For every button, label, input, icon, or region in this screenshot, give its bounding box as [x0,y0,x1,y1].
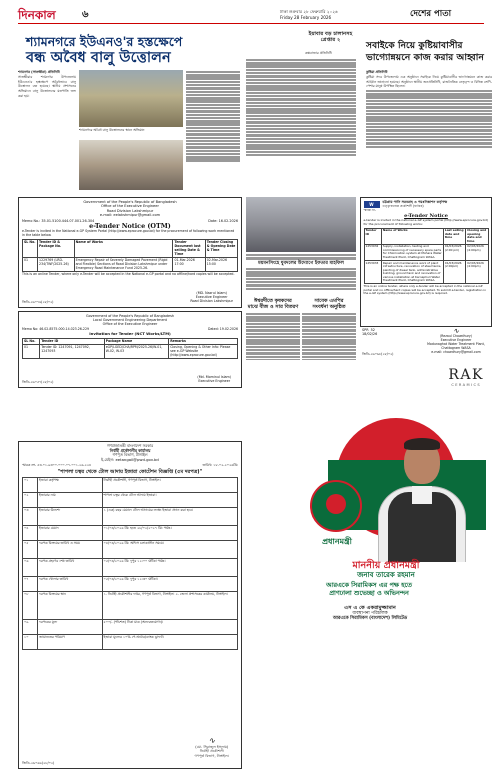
pwd-cell-sl: ০৬ [23,558,38,576]
pwd-cell-value: ০৫/০৩/২০২৬ খ্রি: দুপুর ১২:০০ ঘটিকা পর্যন্ত। [102,558,237,576]
wasa-footer-code: জিডি-২৬০৬৮(২৮/০২) [362,352,394,356]
mid-notice-3-headline [302,299,356,311]
lged-cell-sl: 01 [23,345,40,359]
left-story-column-2 [186,70,240,194]
mid-photo-1-caption [246,253,356,261]
ad-sender-title: ব্যবস্থাপনা পরিচালক [352,611,388,617]
table-row [23,258,238,272]
mid-notice-1-headline: ময়মনসিংহে যুবদলের উদ্যোগে ইফতার মাহফিল [258,261,344,266]
pwd-cell-value: ৫০০/- (পাঁচশত) টাকা মাত্র (অফেরতযোগ্য)। [102,619,237,634]
ad-message-line1: আরএকে সিরামিকস এর পক্ষ হতে [326,581,412,589]
wasa-dept: তত্ত্বাবধায়ক প্রকৌশলী (যান্ত্রিক) [382,204,424,209]
mid-notice-2-line1: ঈশ্বরদীতে কৃষকদের [254,298,292,304]
table-row [23,540,238,558]
table-row [23,477,238,492]
wasa-cell: 01/03/2026 (2:00pm) [443,261,465,284]
otm-signer-office: Road Division Lakshmipur [190,299,233,303]
pwd-cell-sl: ০৫ [23,540,38,558]
wasa-cell: Repair and maintenance work of plant infrastructure, renovation of steel tanks, painting of diesel tank, administrative building, ground tank and renovation of various installation at Karnaphuli Water Treatment Plant, Chattogram WASA. [381,261,443,284]
mid-story-text [246,58,356,193]
pwd-cell-label: দরপত্র বিক্রয়ের তারিখ ও সময় [38,540,103,558]
ad-message-line2: প্রাণঢালা শুভেচ্ছা ও অভিনন্দন [329,588,409,597]
pwd-cell-value: ০৫/০৩/২০২৬ খ্রি: দুপুর ১২:৩০ ঘটিকা। [102,576,237,591]
rak-brand-sub: CERAMICS [451,383,482,387]
pwd-signer-name: (মো. সিরাজুল ইসলাম) [195,744,229,749]
otm-gov-line1: Government of the People's Republic of Bangladesh [83,200,177,204]
otm-cell-tender-id: 1229769 (LRD-234/TWF/2025-26) [38,258,75,272]
pwd-gov-line3: গণপূর্ত বিভাগ, টাঙ্গাইল [112,452,148,458]
otm-header-tender-id: Tender ID & Package No. [38,240,75,258]
wasa-title: e-Tender Notice [404,213,448,220]
pwd-signature [195,737,229,758]
wasa-header-selling: Last selling date and time [443,228,465,244]
pwd-cell-sl: ০৮ [23,591,38,619]
ad-sender [270,606,470,622]
wasa-table [364,228,489,285]
wasa-spr-number: 52 [370,328,375,332]
lged-signer-name: (Md. Mominul Islam) [197,375,231,379]
left-headline-line1: শ্যামনগরে ইউএনও'র হস্তক্ষেপে [26,34,183,49]
table-row [23,634,238,649]
pwd-cell-value: ১ (এক) বছর মেয়াদে টোল আদায়ের লক্ষ্যে ইজারা প্রদান করা হবে। [102,507,237,525]
pm-emblem-label: প্রধানমন্ত্রী [322,536,352,546]
table-row [23,576,238,591]
lged-header-sl: SL No. [23,339,40,345]
pwd-email: ই-মেইল: eetangail@pwd.gov.bd [101,456,159,462]
wasa-memo: স্মারক নং- [363,208,376,213]
otm-gov-line3: Road Division Lakshmipur [106,208,154,213]
date-english: Friday 28 February 2026 [280,15,332,20]
otm-signer-name: (MD. Nazrul Islam) [196,291,227,295]
mid-notice-3-line2: সংবর্ধনা অনুষ্ঠিত [312,303,346,310]
wasa-signer-office: Modunaghat Water Treatment Plant, Chattogram WASA [427,341,485,350]
portrait-collar [412,486,432,504]
table-row [23,345,238,359]
otm-date: Date: 16.02.2026 [208,218,238,223]
wasa-org: চট্টগ্রাম পানি সরবরাহ ও পয়ঃনিষ্কাশন কর্তৃপক্ষ [382,200,448,204]
date-bangla: ঢাকা শুক্রবার ২৮ ফেব্রুয়ারি ২০২৬ [280,9,338,14]
pwd-title: "শাপলা চত্বর থেকে টোল আদায় ইজারা কোটেশন বিজ্ঞপ্তি (৫ম দরপত্র)" [57,468,203,475]
table-row [23,507,238,525]
pwd-cell-label: দরপত্র খোলার তারিখ [38,576,103,591]
wasa-spr-date: 18/02/26 [362,332,378,337]
wasa-note: This is an online tender, where only e-tender will be accepted in the national e-GP portal and no offline/hard copies will be accepted. To submit e-tender, registration in the e-GP system (http://www.eprocure.gov.bd) is required. [363,284,487,296]
left-story-body [18,70,76,194]
lged-signature [197,375,231,383]
mid-notice-2-headline [246,299,300,311]
signature-scribble: ∿ [453,327,459,335]
pwd-gov-line2: নির্বাহী প্রকৌশলীর কার্যালয় [109,447,151,453]
ad-greeting-line1: মাননীয় প্রধানমন্ত্রী [352,560,420,571]
right-headline-line1: সবাইকে নিয়ে কুষ্টিয়াবাসীর [366,40,463,51]
left-story-photo-2 [79,140,183,190]
pwd-signer-title: নির্বাহী প্রকৌশলী [199,749,224,754]
lged-gov-line3: Office of the Executive Engineer [102,322,158,327]
pwd-cell-label: ইজারার নাম [38,492,103,507]
otm-cell-selling: 01-Mar-2026 17:00 [173,258,205,272]
lged-footer-code: জিডি-২৬০৫৭(২৮/০২) [22,379,54,384]
wasa-signer-title: Executive Engineer [440,337,472,342]
rak-greeting-ad [246,360,492,605]
left-story-photo-caption: শ্যামনগরে অবৈধ বালু উত্তোলনের স্থানে অভিযান [79,128,145,132]
wasa-header-works: Name of Works [381,228,443,244]
table-row [23,525,238,540]
wasa-cell: 1253033 [364,261,381,284]
lged-tender-notice [18,311,242,388]
pwd-cell-sl: ০৯ [23,619,38,634]
pwd-table [22,477,238,650]
left-headline-line2: বন্ধ অবৈধ বালু উত্তোলন [26,49,171,66]
otm-signer-title: Executive Engineer [195,295,228,299]
lged-header-tender-id: Tender ID [40,339,105,345]
pwd-cell-sl: ০৭ [23,576,38,591]
right-story-byline: কুষ্টিয়া প্রতিনিধি [366,70,388,74]
otm-header-closing: Tender Closing & Opening Date & Time [205,240,237,258]
left-story-byline: শ্যামনগর (সাতক্ষীরা) প্রতিনিধি [18,70,60,74]
ad-greeting [286,560,486,579]
table-row [23,558,238,576]
lged-signer-title: Executive Engineer [198,379,231,383]
lged-cell-package: eGP/LGED/CHA/RPM/2025-26/W-01, W-02, W-03 [104,345,169,359]
pwd-cell-label: দরপত্র গ্রহণের শেষ তারিখ [38,558,103,576]
pwd-gov-line1: গণপ্রজাতন্ত্রী বাংলাদেশ সরকার [106,443,154,448]
lged-title: Invitation for Tender (NCT Works/LTM) [89,331,171,337]
rak-brand: RAK [448,367,484,383]
otm-cell-works: Emergency Repair of Severely Damaged Pavement (Rigid and Flexible) Sections of Road Division Lakshmipur under Emergency Road Maintenance Fund 2025-26. [74,258,173,272]
wasa-header-tender-id: Tender ID [364,228,381,244]
wasa-tender-notice [360,197,492,327]
otm-gov-line2: Office of the Executive Engineer [101,204,159,209]
mid-headline-line1: ইয়াবার বড় চালানসহ [308,31,353,37]
portrait-photo [372,432,472,562]
pwd-cell-value: ১. নির্বাহী প্রকৌশলীর দপ্তর, গণপূর্ত বিভাগ, টাঙ্গাইল। ২. জেলা প্রশাসকের কার্যালয়, টাঙ্গাইল। [102,591,237,619]
otm-cell-closing: 02-Mar-2026 15:00 [205,258,237,272]
right-story-text: কুষ্টিয়া সদর উপজেলায় এক অনুষ্ঠানে সবাইকে নিয়ে কুষ্টিয়াবাসীর ভাগ্যোন্নয়নে কাজ করার আহ্বান জানানো হয়েছে। অনুষ্ঠানে স্থানীয় জনপ্রতিনিধি, রাজনৈতিক নেতৃবৃন্দ ও বিভিন্ন শ্রেণি-পেশার মানুষ উপস্থিত ছিলেন। [366,75,492,89]
otm-header-works: Name of Works [74,240,173,258]
pwd-cell-label: দরপত্র বিক্রয়ের স্থান [38,591,103,619]
pwd-cell-sl: ০১ [23,477,38,492]
otm-table [22,239,238,272]
pm-emblem [310,480,362,532]
otm-footer-code: জিডি-২৬০৭৬(২৮/০২) [22,299,54,304]
mid-notice-2-line2: মাঝে বীজ ও সার বিতরণ [247,303,299,310]
pwd-memo: স্মারক নং- ৫৩.০১.৯৩০০.০০০.০৭.০০১.২৬-২২৪ [22,463,92,468]
lged-header-package: Package Name [104,339,169,345]
wasa-signer-email: e-mail: chowdhury@gmail.com [431,349,481,354]
right-story-headline [366,40,490,63]
wasa-header-closing: Closing and opening date and time [467,228,487,243]
mid-story-byline: কক্সবাজার প্রতিনিধি [305,51,332,55]
rak-logo [448,368,484,387]
pwd-cell-sl: ০৪ [23,525,38,540]
pwd-cell-value: ০১/০৩/২০২৬ খ্রি: হতে ২৮/০২/২০২৭ খ্রি: পর্যন্ত। [102,525,237,540]
otm-header-selling: Tender Document last selling Date & Time [173,240,205,258]
wasa-cell: 01/03/2026 (2:00 pm) [443,244,465,260]
mid-notice-3-line1: সাবেক এমপির [314,298,344,304]
pwd-footer-code: জিডি-২৬০৬৬(২৮/০২) [22,760,55,765]
portrait-hair [404,438,440,450]
mid-photo-1 [246,197,356,252]
ad-sender-name: এস এ কে একরামুজ্জামান [344,605,396,611]
otm-note: This is an online Tender, where only e-Tender will be accepted in the National e-GP portal and no offline/hard copies will be accepted. [22,272,235,276]
mid-headline-line2: গ্রেপ্তার ২ [320,37,341,44]
wasa-logo-icon: W [364,201,380,208]
wasa-cell: 1253032 [364,244,381,260]
otm-tender-notice [18,197,242,308]
ad-greeting-line2: জনাব তারেক রহমান [357,570,415,579]
table-row [23,591,238,619]
pwd-cell-label: ইজারার উদ্দেশ্য [38,507,103,525]
lged-table [22,338,238,359]
lged-header-remarks: Remarks [169,339,238,345]
ad-sender-company: আরএকে সিরামিকস (বাংলাদেশ) লিমিটেড [332,616,408,622]
section-label: দেশের পাতা [410,9,452,19]
lged-memo: Memo No: 46.02.8575.000.14.023.26-229 [22,327,90,332]
lged-cell-tender-id: Tender ID: 1247091, 1247092, 1247093 [40,345,105,359]
pwd-cell-label: দরপত্রের মূল্য [38,619,103,634]
lged-date: Dated: 19.02.2026 [208,327,238,332]
wasa-cell: Supply, installation, testing and commissioning of necessary spare parts for Chlorination system at Mohara Water Treatment Plant, Chattogram WASA. [382,244,442,259]
pwd-cell-label: জামানতের পরিমাণ [38,634,103,649]
page-number: ৬ [82,9,89,20]
wasa-intro: e-tender is invited in the national e-GP system portal (http://www.eprocure.gov.bd) for the procurement of following works: [363,218,489,226]
pwd-cell-label: ইজারা কর্তৃপক্ষ [38,477,103,492]
lged-gov-line2: Local Government Engineering Department [92,318,168,323]
otm-cell-sl: 01 [23,258,38,272]
wasa-cell: 02/03/2026 (4:00pm) [466,261,488,284]
emblem-disc-icon [326,494,346,514]
otm-signature [190,291,233,303]
lged-cell-remarks: Closing, Opening & Other Info: Please see e-GP Website (http://www.eprocure.gov.bd) [169,345,238,359]
right-headline-line2: ভাগ্যোন্নয়নে কাজ করার আহ্বান [366,51,484,63]
pwd-cell-sl: ০২ [23,492,38,507]
pwd-cell-sl: ০৩ [23,507,38,525]
wasa-signer-name: (Rezaul Chowdhury) [439,334,473,338]
wasa-cell: 02/03/2026 (4:00pm) [466,244,488,260]
pwd-cell-value: শাপলা চত্বর থেকে টোল আদায় ইজারা। [102,492,237,507]
right-story-body [366,70,492,190]
mid-story-headline [305,31,356,43]
left-story-photo [79,70,183,127]
pwd-date: তারিখ: ১৮-০২-২০২৬খ্রি: [202,463,238,468]
pwd-cell-value: ইজারা মূল্যের ১০% পে-অর্ডার/ব্যাংক ড্রাফট। [102,634,237,649]
ad-message [258,582,480,597]
pwd-cell-value: নির্বাহী প্রকৌশলী, গণপূর্ত বিভাগ, টাঙ্গাইল। [102,477,237,492]
masthead [18,8,484,30]
otm-title: e-Tender Notice (OTM) [89,221,171,230]
pwd-cell-label: ইজারার মেয়াদ [38,525,103,540]
table-row [23,619,238,634]
table-row [364,261,488,284]
lged-gov-line1: Government of the People's Republic of Bangladesh [85,314,175,318]
otm-memo: Memo No.: 35.01.5100.444.07.001.26-304 [22,218,95,223]
left-story-text: সাতক্ষীরার শ্যামনগর উপজেলায় ইউএনও'র হস্তক্ষেপে অবৈধভাবে বালু উত্তোলন বন্ধ হয়েছে। স্থানীয় প্রশাসনের অভিযানে বালু উত্তোলনের যন্ত্রপাতি জব্দ করা হয়। [18,75,76,98]
pwd-cell-sl: ১০ [23,634,38,649]
mid-notice-1-body [246,267,356,297]
signature-scribble: ∿ [208,735,216,745]
otm-header-sl: SL No. [23,240,38,258]
otm-intro: e-Tender is invited in the National e-GP System Portal (http://www.eprocure.gov.bd) for the procurement of following work mentioned in the table below. [22,229,235,238]
pwd-cell-value: ০৪/০৩/২০২৬ খ্রি: অফিস চলাকালীন সময়ে। [102,540,237,558]
table-row [364,244,488,260]
wasa-spr: SPR 52 18/02/26 [362,328,390,336]
masthead-rule [18,23,484,24]
pwd-toll-notice [18,441,242,769]
otm-email: e-mail: eelakshmipur@gmail.com [99,213,161,218]
wasa-signature [420,328,492,355]
newspaper-logo: দিনকাল [18,8,56,22]
pwd-signer-office: গণপূর্ত বিভাগ, টাঙ্গাইল। [194,753,229,758]
table-row [23,492,238,507]
